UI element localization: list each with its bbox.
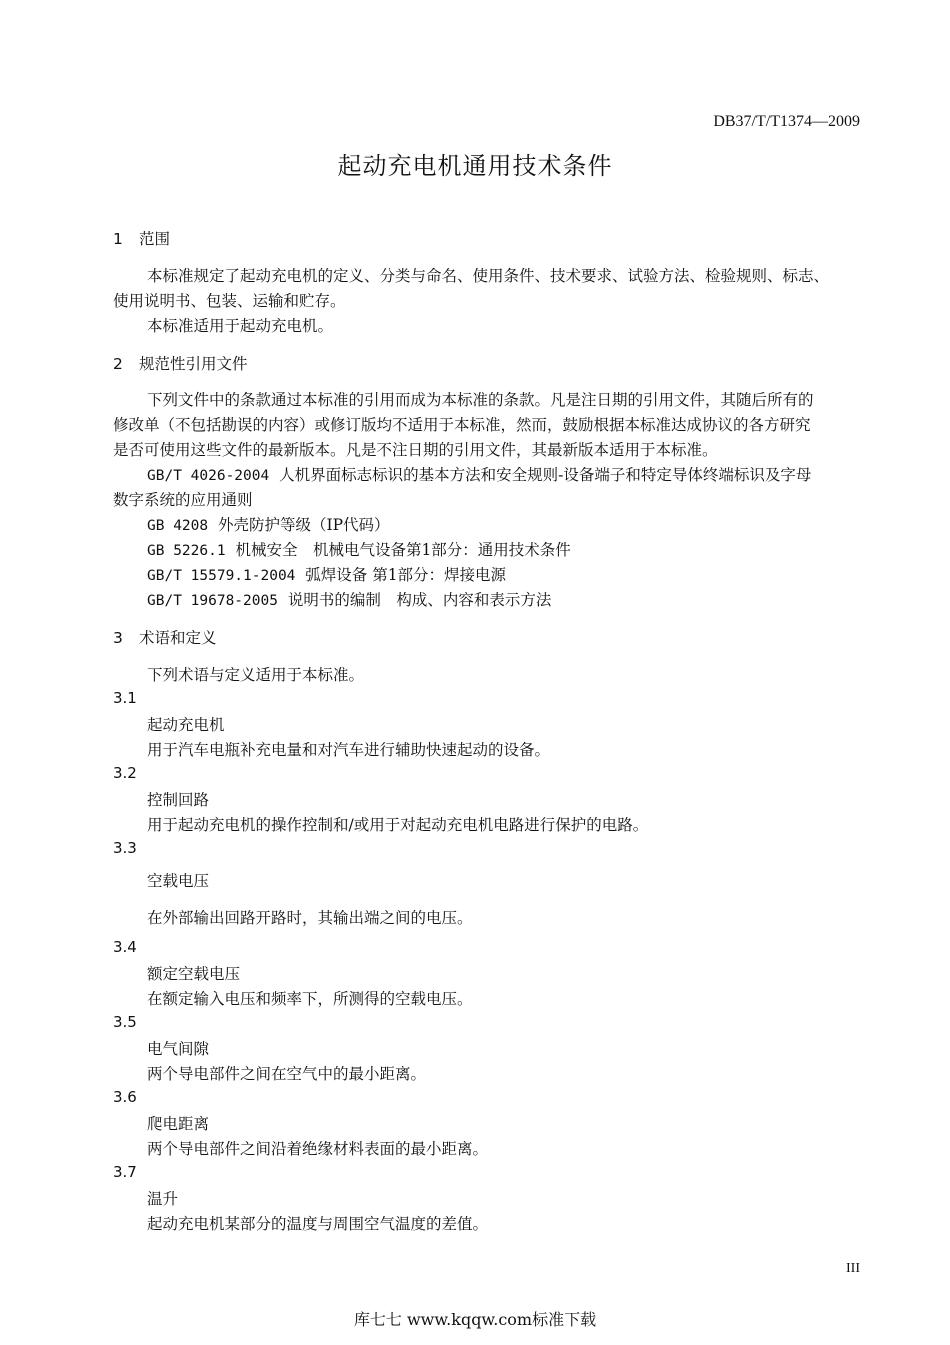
reference-code: GB/T 4026-2004 (147, 468, 270, 484)
reference-code: GB 5226.1 (147, 543, 226, 559)
paragraph-line: 本标准适用于起动充电机。 (147, 317, 334, 335)
term-definition: 用于起动充电机的操作控制和/或用于对起动充电机电路进行保护的电路。 (147, 816, 649, 834)
standard-code: DB37/T/T1374—2009 (713, 113, 860, 130)
paragraph-line: 下列文件中的条款通过本标准的引用而成为本标准的条款。凡是注日期的引用文件，其随后所有的 (147, 391, 814, 409)
paragraph-line: 是否可使用这些文件的最新版本。凡是不注日期的引用文件，其最新版本适用于本标准。 (113, 441, 718, 459)
reference-title: 外壳防护等级（IP代码） (217, 516, 390, 534)
paragraph-line: 修改单（不包括勘误的内容）或修订版均不适用于本标准，然而，鼓励根据本标准达成协议的各方研究 (113, 416, 811, 434)
reference-code: GB/T 19678-2005 (147, 593, 278, 609)
section-number: 3 (113, 629, 123, 647)
section-title: 范围 (139, 230, 171, 248)
term-number: 3.7 (113, 1163, 137, 1181)
paragraph-line: 本标准规定了起动充电机的定义、分类与命名、使用条件、技术要求、试验方法、检验规则、标志、 (147, 267, 830, 285)
reference-item (147, 563, 506, 585)
footer-watermark: 库七七 www.kqqw.com标准下载 (353, 1310, 597, 1329)
section-number: 2 (113, 355, 123, 373)
section-3-heading (113, 626, 217, 648)
reference-title-continued: 数字系统的应用通则 (113, 491, 253, 509)
page-number: III (846, 1261, 860, 1276)
term-number: 3.1 (113, 689, 137, 707)
term-definition: 在额定输入电压和频率下，所测得的空载电压。 (147, 990, 473, 1008)
term-name: 空载电压 (147, 872, 210, 890)
reference-code: GB/T 15579.1-2004 (147, 568, 296, 584)
paragraph-line: 使用说明书、包装、运输和贮存。 (113, 292, 346, 310)
section-title: 术语和定义 (139, 629, 217, 647)
section-1-heading (113, 227, 170, 249)
term-definition: 两个导电部件之间沿着绝缘材料表面的最小距离。 (147, 1140, 489, 1158)
section-2-heading (113, 352, 248, 374)
document-title: 起动充电机通用技术条件 (337, 152, 613, 180)
term-number: 3.3 (113, 839, 137, 857)
term-name: 温升 (147, 1190, 179, 1208)
reference-title: 弧焊设备 第1部分：焊接电源 (305, 566, 507, 584)
reference-item (147, 513, 390, 535)
term-name: 电气间隙 (147, 1040, 210, 1058)
term-number: 3.5 (113, 1013, 137, 1031)
term-name: 控制回路 (147, 791, 210, 809)
term-number: 3.2 (113, 764, 137, 782)
term-name: 爬电距离 (147, 1115, 210, 1133)
term-number: 3.4 (113, 938, 137, 956)
reference-code: GB 4208 (147, 518, 209, 534)
term-name: 额定空载电压 (147, 965, 241, 983)
paragraph-line: 下列术语与定义适用于本标准。 (147, 666, 365, 684)
term-definition: 用于汽车电瓶补充电量和对汽车进行辅助快速起动的设备。 (147, 741, 551, 759)
reference-item (147, 538, 571, 560)
reference-title: 人机界面标志标识的基本方法和安全规则-设备端子和特定导体终端标识及字母 (279, 466, 812, 484)
section-title: 规范性引用文件 (139, 355, 248, 373)
term-definition: 两个导电部件之间在空气中的最小距离。 (147, 1065, 427, 1083)
reference-title: 机械安全 机械电气设备第1部分：通用技术条件 (235, 541, 571, 559)
reference-item (147, 463, 811, 485)
section-number: 1 (113, 230, 123, 248)
reference-title: 说明书的编制 构成、内容和表示方法 (287, 591, 552, 609)
term-definition: 起动充电机某部分的温度与周围空气温度的差值。 (147, 1215, 489, 1233)
term-number: 3.6 (113, 1088, 137, 1106)
term-name: 起动充电机 (147, 716, 225, 734)
term-definition: 在外部输出回路开路时，其输出端之间的电压。 (147, 909, 473, 927)
reference-item (147, 588, 551, 610)
